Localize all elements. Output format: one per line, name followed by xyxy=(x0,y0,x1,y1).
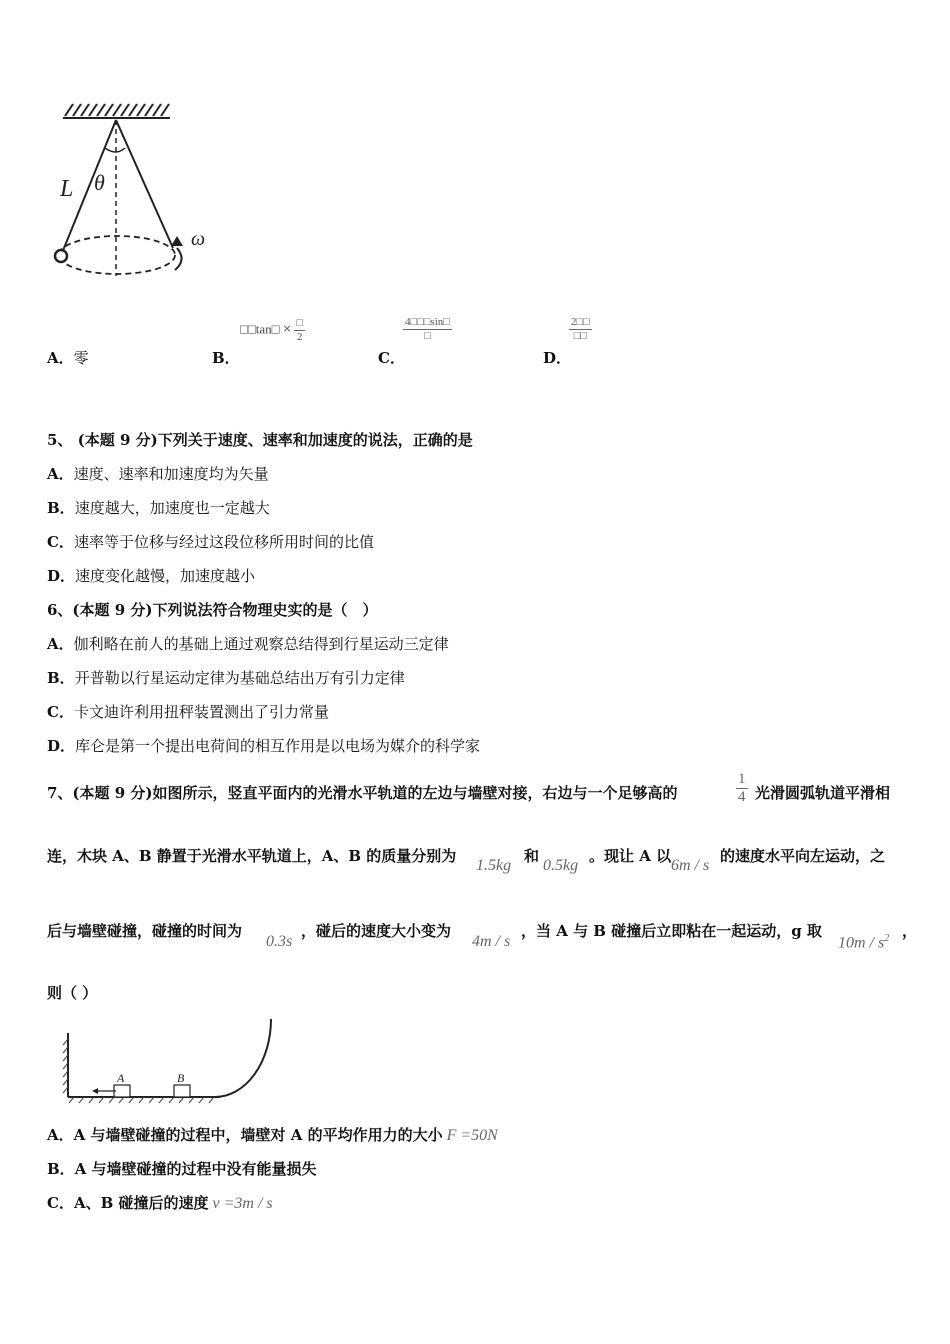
label-omega: ω xyxy=(191,228,206,250)
velocity-arrowhead xyxy=(92,1088,98,1094)
q6-option-a: A．伽利略在前人的基础上通过观察总结得到行星运动三定律 xyxy=(47,635,449,653)
q7-line2-b: 和 xyxy=(524,847,540,865)
label-L: L xyxy=(60,176,74,202)
q6-option-d: D．库仑是第一个提出电荷间的相互作用是以电场为媒介的科学家 xyxy=(47,737,481,755)
q7-line1-a: 7、(本题 9 分)如图所示，竖直平面内的光滑水平轨道的左边与墙壁对接，右边与一个足够高的 xyxy=(47,784,678,802)
ceiling-hatch xyxy=(63,104,170,118)
q4-option-c-letter: C． xyxy=(378,349,405,367)
q7-line3-a: 后与墙壁碰撞，碰撞的时间为 xyxy=(47,922,243,940)
q7-line2-d: 的速度水平向左运动，之 xyxy=(720,847,886,865)
q7-line1-b: 光滑圆弧轨道平滑相 xyxy=(755,784,891,802)
rotation-arrowhead xyxy=(171,236,183,246)
q7-line4: 则（ ） xyxy=(47,984,98,1002)
q6-option-b: B．开普勒以行星运动定律为基础总结出万有引力定律 xyxy=(47,669,405,687)
conical-pendulum-figure xyxy=(45,98,225,283)
q6-stem: 6、(本题 9 分)下列说法符合物理史实的是（ ） xyxy=(47,601,378,619)
theta-arc xyxy=(105,148,125,152)
q5-option-d: D．速度变化越慢，加速度越小 xyxy=(47,567,256,585)
track-figure xyxy=(60,1015,285,1107)
q4-option-b-letter: B． xyxy=(212,349,240,367)
q5-option-a: A．速度、速率和加速度均为矢量 xyxy=(47,465,269,483)
q7-velocity-after: 4m / s xyxy=(472,933,511,950)
q7-mass-a: 1.5kg xyxy=(476,857,512,874)
q4-option-d-letter: D． xyxy=(543,349,572,367)
label-a: A xyxy=(117,1071,125,1085)
label-theta: θ xyxy=(94,170,105,195)
q7-option-b: B．A 与墙壁碰撞的过程中没有能量损失 xyxy=(47,1160,317,1178)
pendulum-bob xyxy=(55,250,67,262)
quarter-arc xyxy=(215,1019,271,1097)
q7-line3-c: ，当 A 与 B 碰撞后立即粘在一起运动，g 取 xyxy=(521,922,822,940)
orbit-ellipse xyxy=(59,236,175,274)
q6-option-c: C．卡文迪许利用扭秤装置测出了引力常量 xyxy=(47,703,329,721)
q7-line2-a: 连，木块 A、B 静置于光滑水平轨道上，A、B 的质量分别为 xyxy=(47,847,457,865)
q7-quarter-fraction: $\frac{1}{4}$ xyxy=(738,771,746,805)
q4-option-d-expr: $\frac{2□□}{□□}$ xyxy=(571,316,590,342)
block-a xyxy=(114,1085,130,1097)
q7-line3-b: ，碰后的速度大小变为 xyxy=(301,922,452,940)
rotation-arrow xyxy=(175,248,182,270)
label-b: B xyxy=(177,1071,185,1085)
q7-gravity: $10m / s^2$ xyxy=(838,933,890,952)
string-right xyxy=(116,120,173,248)
q4-option-b-expr: □□tan□ × $\frac{□}{2}$ xyxy=(240,317,304,343)
q7-line2-c: 。现让 A 以 xyxy=(589,847,672,865)
q7-mass-b: 0.5kg xyxy=(543,857,579,874)
q7-option-c: C．A、B 碰撞后的速度 v =3m / s xyxy=(47,1194,273,1212)
q5-option-b: B．速度越大，加速度也一定越大 xyxy=(47,499,270,517)
q7-option-a: A．A 与墙壁碰撞的过程中，墙壁对 A 的平均作用力的大小 F =50N xyxy=(47,1126,498,1144)
q7-velocity-initial: 6m / s xyxy=(671,857,710,874)
q7-collision-time: 0.3s xyxy=(266,933,293,950)
q7-line3-d: ， xyxy=(902,922,918,940)
block-b xyxy=(174,1085,190,1097)
q4-option-a: A．零 xyxy=(47,349,89,367)
q5-stem: 5、 (本题 9 分)下列关于速度、速率和加速度的说法，正确的是 xyxy=(47,431,473,449)
q4-option-c-expr: $\frac{4□□□\sin□}{□}$ xyxy=(405,316,450,342)
q5-option-c: C．速率等于位移与经过这段位移所用时间的比值 xyxy=(47,533,374,551)
